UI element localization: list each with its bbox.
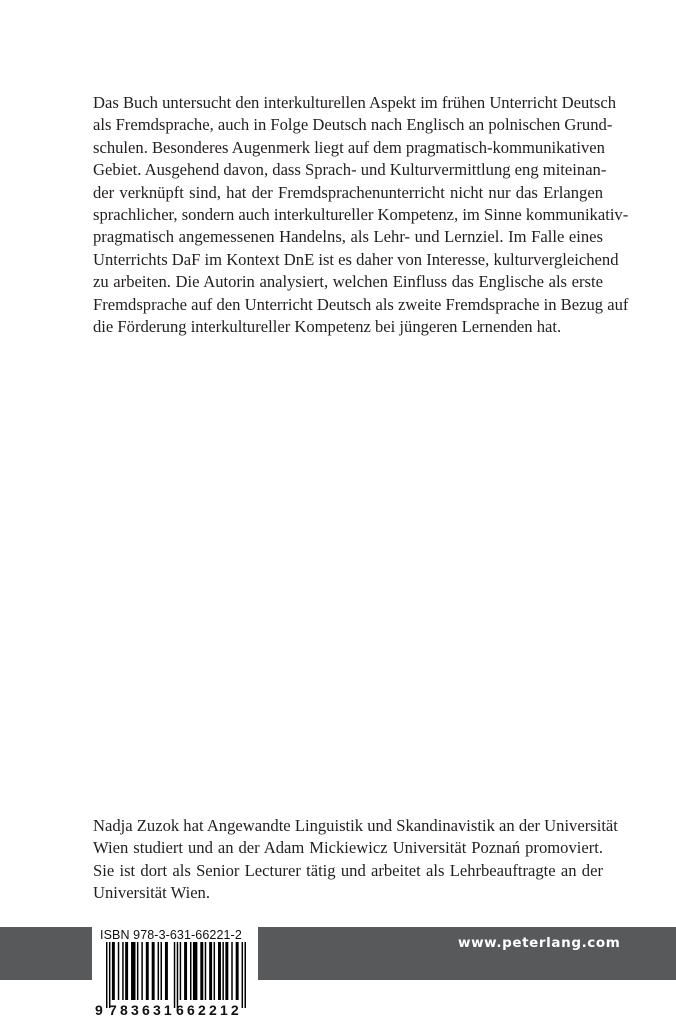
author-bio xyxy=(93,815,618,905)
ean-first-digit: 9 xyxy=(95,1002,103,1018)
footer-band-left xyxy=(0,927,92,980)
barcode-icon xyxy=(106,942,246,1008)
description-line: als Fremdsprache, auch in Folge Deutsch nach Englisch an polnischen Grund- xyxy=(93,115,613,135)
bio-line: Wien studiert und an der Adam Mickiewicz Universität Poznań promoviert. xyxy=(93,838,603,858)
description-line: sprachlicher, sondern auch interkultureller Kompetenz, im Sinne kommunikativ- xyxy=(93,205,629,225)
isbn-label: ISBN 978-3-631-66221-2 xyxy=(100,928,242,942)
description-line: zu arbeiten. Die Autorin analysiert, welchen Einfluss das Englische als erste xyxy=(93,272,603,292)
description-line: der verknüpft sind, hat der Fremdsprachenunterricht nicht nur das Erlangen xyxy=(93,182,603,202)
publisher-url: www.peterlang.com xyxy=(458,935,621,951)
bio-line: Universität Wien. xyxy=(93,883,210,903)
description-line: die Förderung interkultureller Kompetenz bei jüngeren Lernenden hat. xyxy=(93,317,562,337)
ean-right-group: 662212 xyxy=(176,1002,242,1018)
ean-left-group: 783631 xyxy=(109,1002,175,1018)
book-description xyxy=(93,92,629,338)
description-line: Fremdsprache auf den Unterricht Deutsch als zweite Fremdsprache in Bezug auf xyxy=(93,294,629,314)
description-line: schulen. Besonderes Augenmerk liegt auf dem pragmatisch-kommunikativen xyxy=(93,137,605,157)
description-line: pragmatisch angemessenen Handelns, als Lehr- und Lernziel. Im Falle eines xyxy=(93,227,603,247)
isbn-barcode xyxy=(92,920,258,1020)
description-line: Unterrichts DaF im Kontext DnE ist es daher von Interesse, kulturvergleichend xyxy=(93,249,619,269)
bio-line: Nadja Zuzok hat Angewandte Linguistik und Skandinavistik an der Universität xyxy=(93,816,618,835)
description-line: Gebiet. Ausgehend davon, dass Sprach- und Kulturvermittlung eng miteinan- xyxy=(93,160,607,180)
description-line: Das Buch untersucht den interkulturellen Aspekt im frühen Unterricht Deutsch xyxy=(93,93,617,112)
bio-line: Sie ist dort als Senior Lecturer tätig und arbeitet als Lehrbeauftragte an der xyxy=(93,860,603,880)
